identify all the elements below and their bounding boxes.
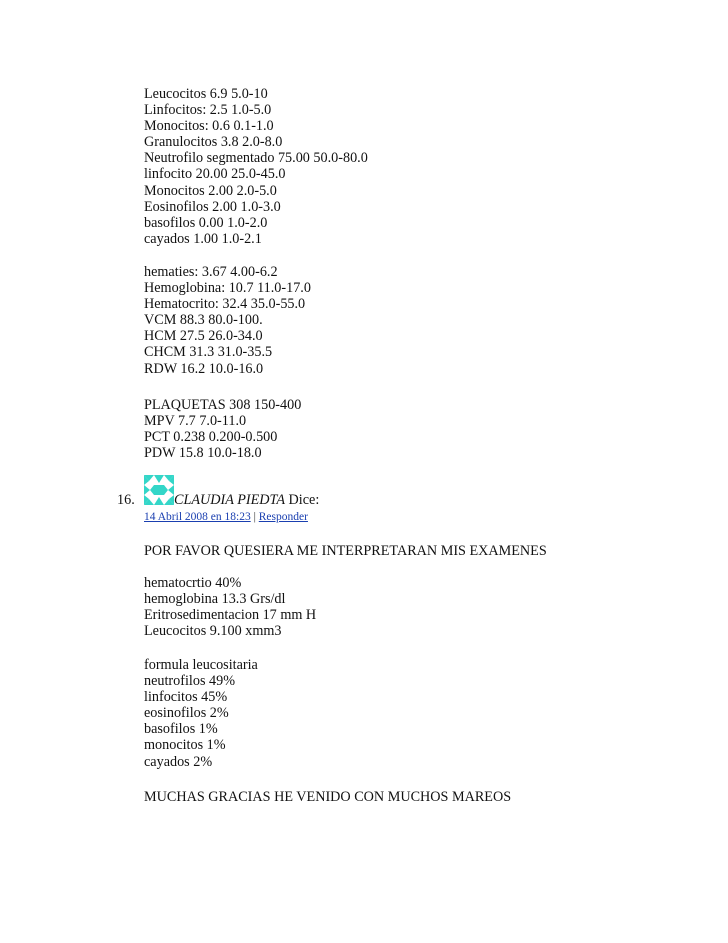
result-line: CHCM 31.3 31.0-35.5 — [144, 344, 273, 361]
result-line: hematies: 3.67 4.00-6.2 — [144, 264, 278, 280]
hematies-results-block — [144, 264, 311, 377]
identicon-avatar-icon — [144, 475, 174, 505]
exam-line: hematocrtio 40% — [144, 575, 242, 591]
comment-date-link[interactable]: 14 Abril 2008 en 18:23 — [144, 511, 251, 523]
meta-separator: | — [250, 511, 259, 523]
formula-line: formula leucositaria — [144, 657, 258, 673]
result-line: RDW 16.2 10.0-16.0 — [144, 360, 264, 377]
result-line: Granulocitos 3.8 2.0-8.0 — [144, 134, 283, 151]
result-line: Monocitos: 0.6 0.1-1.0 — [144, 118, 274, 135]
formula-line: cayados 2% — [144, 753, 213, 770]
comment-number: 16. — [117, 492, 135, 508]
result-line: Hemoglobina: 10.7 11.0-17.0 — [144, 280, 311, 297]
comment-closing-line: MUCHAS GRACIAS HE VENIDO CON MUCHOS MAREOS — [144, 789, 512, 805]
reply-link[interactable]: Responder — [258, 511, 308, 523]
formula-line: neutrofilos 49% — [144, 673, 236, 690]
comment-meta — [144, 510, 308, 524]
result-line: basofilos 0.00 1.0-2.0 — [144, 214, 268, 231]
exam-line: hemoglobina 13.3 Grs/dl — [144, 591, 286, 608]
exam-line: Eritrosedimentacion 17 mm H — [144, 607, 317, 624]
result-line: linfocito 20.00 25.0-45.0 — [144, 166, 286, 183]
formula-line: linfocitos 45% — [144, 689, 228, 706]
plaquetas-results-block — [144, 397, 301, 461]
formula-line: basofilos 1% — [144, 721, 218, 738]
result-line: MPV 7.7 7.0-11.0 — [144, 413, 247, 430]
result-line: VCM 88.3 80.0-100. — [144, 312, 263, 329]
leucocitos-results-block — [144, 86, 368, 247]
result-line: HCM 27.5 26.0-34.0 — [144, 328, 263, 345]
result-line: Hematocrito: 32.4 35.0-55.0 — [144, 296, 306, 313]
result-line: PDW 15.8 10.0-18.0 — [144, 445, 262, 462]
result-line: Neutrofilo segmentado 75.00 50.0-80.0 — [144, 150, 368, 167]
result-line: Leucocitos 6.9 5.0-10 — [144, 86, 268, 102]
comment-author: CLAUDIA PIEDTA — [174, 492, 285, 508]
comment-title-line: POR FAVOR QUESIERA ME INTERPRETARAN MIS EXAMENES — [144, 543, 547, 559]
result-line: cayados 1.00 1.0-2.1 — [144, 230, 262, 247]
result-line: Eosinofilos 2.00 1.0-3.0 — [144, 198, 281, 215]
exam-results-block — [144, 575, 316, 639]
formula-line: monocitos 1% — [144, 737, 226, 754]
formula-line: eosinofilos 2% — [144, 705, 229, 722]
result-line: Linfocitos: 2.5 1.0-5.0 — [144, 102, 272, 119]
exam-line: Leucocitos 9.100 xmm3 — [144, 623, 282, 640]
result-line: Monocitos 2.00 2.0-5.0 — [144, 182, 277, 199]
formula-leucositaria-block — [144, 657, 258, 770]
result-line: PLAQUETAS 308 150-400 — [144, 397, 302, 413]
dice-label: Dice: — [285, 492, 320, 508]
result-line: PCT 0.238 0.200-0.500 — [144, 429, 278, 446]
comment-header — [174, 492, 319, 508]
